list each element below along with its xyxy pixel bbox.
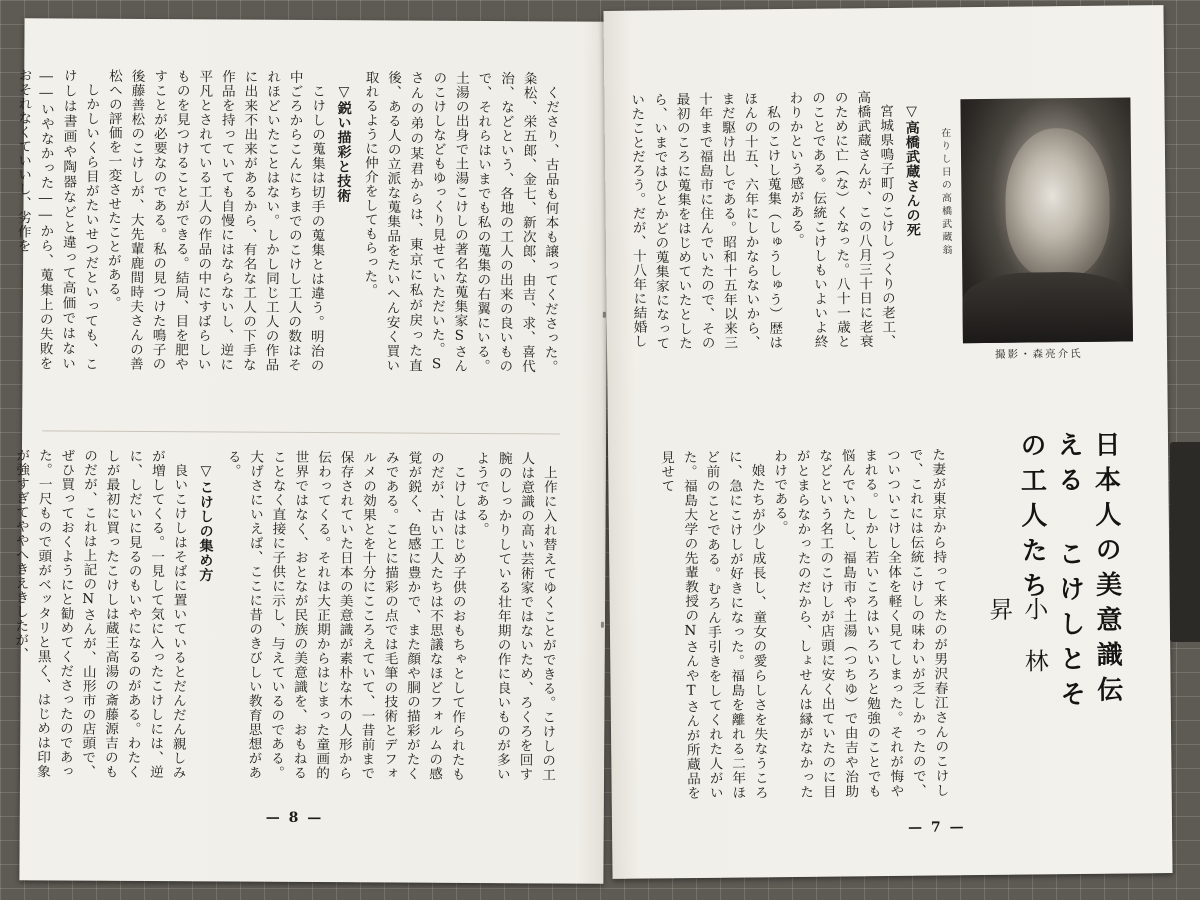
portrait-coat xyxy=(962,271,1133,343)
page-number: — 8 — xyxy=(265,809,324,827)
page-number: — 7 — xyxy=(907,819,966,836)
article-author: 小林 昇 xyxy=(984,596,1049,701)
photo-side-caption: 在りし日の高橋武蔵翁 xyxy=(938,127,952,258)
paragraph: こけしははじめ子供のおもちゃとして作られたものだが、古い工人たちは不思議なほどフォルムの感覚が鋭く、色感に豊かで、また顔や胴の描彩がたくみである。ことに描彩の点では毛筆の技術とデフォルメの効果とを十分にこころえていて、一昔前まで保存されていた日本の美意識が素朴な木の人形から伝わってくる。それは大正期からはじまった童画的世界ではなく、おとなが民族の美意識を、おもねることなく直接に子供に示し、与えているのである。大げさにいえば、ここに昔のきびしい教育思想がある。 xyxy=(224,449,467,781)
paragraph: こけしの蒐集は切手の蒐集とは違う。明治の中ごろからこんにちまでのこけし工人の数はそれほどいたことはない。しかし同じ工人の作品に出来不出来があるから、有名な工人の下手な作品を持っていても自慢にはならないし、逆に平凡とされている工人の作品の中にすばらしいものを見つけることができる。結局、目を肥やすことが必要なのである。私の見つけた鳴子の後藤善松のこけしが、大先輩鹿間時夫さんの善松への評価を一変させたことがある。 xyxy=(104,68,326,373)
binding-staple xyxy=(603,312,606,318)
paragraph: 上作に入れ替えてゆくことができる。こけしの工人は意識の高い芸術家ではないため、ろくろを回す腕のしっかりしている壮年期の作に良いものが多いようである。 xyxy=(472,450,557,782)
left-page-top-column xyxy=(14,68,562,374)
portrait-face xyxy=(1005,128,1111,279)
binding-staple xyxy=(601,622,604,628)
column-divider xyxy=(42,430,560,434)
portrait-photo xyxy=(960,97,1133,343)
section-heading: ▽こけしの集め方 xyxy=(197,463,215,583)
paragraph: 良いこけしはそばに置いているとだんだん親しみが増してくる。一見して気に入ったこけしには、逆に、しだいに見るのもいやになるのがある。わたくしが最初に買ったこけしは蔵王高湯の斎藤源吉のものだが、これは上記のNさんが、山形市の店頭で、ぜひ買っておくようにと勧めてくださったのであった。一尺もので頭がベッタリと黒く、はじめは印象が強すぎてややへきえきしたが、 xyxy=(12,448,188,780)
photo-credit: 撮影・森亮介氏 xyxy=(995,347,1083,361)
article-title: 日本人の美意識伝える こけしとその工人たち xyxy=(1015,430,1123,716)
left-page-bottom-column xyxy=(12,448,560,782)
section-heading: ▽鋭い描彩と技術 xyxy=(335,84,352,204)
right-page-top-column xyxy=(628,90,929,351)
paragraph: た妻が東京から持って来たのが男沢春江さんのこけしで、これには伝統こけしの味わいが乏しかったので、ついついこけし全体を軽く見てしまった。それが悔やまれる。しかし若いころはいろいろと勉強のことでも悩んでいたし、福島市や土湯（つちゆ）で由吉や治助などという名工のこけしが店頭に安く出ていたのに目がとまらなかったのだから、しょせんは縁がなかったわけである。 xyxy=(770,447,949,799)
paragraph: 娘たちが少し成長し、童女の愛らしさを失なうころに、急にこけしが好きになった。福島を離れる二年ほど前のことである。むろん手引きをしてくれた人がいた。福島大学の先輩教授のNさんやTさんが所蔵品を見せて xyxy=(657,449,768,801)
paragraph: 私のこけし蒐集（しゅうしゅう）歴はほんの十五、六年にしかならないから、まだ駆け出しである。昭和十五年以来三十年まで福島市に住んでいたので、その最初のころに蒐集をはじめていたとしたら、いまではひとかどの蒐集家になっていたことだろう。だが、十八年に結婚し xyxy=(628,91,783,351)
paragraph: くださり、古品も何本も譲ってくださった。粂松、栄五郎、金七、新次郎、由吉、求、喜代治、などという、各地の工人の出来の良いもので、それらはいまでも私の蒐集の右翼にいる。土湯の出身で土湯こけしの著名な蒐集家Sさんのこけしなどもゆっくり見せていただいた。Sさんの弟の某君からは、東京に私が戻った直後、ある人の立派な蒐集品をたいへん安く買い取れるように仲介をしてもらった。 xyxy=(361,70,560,374)
page-tab xyxy=(1170,442,1200,642)
paragraph: しかしいくら目がたいせつだといっても、こけしは書画や陶器などと違って高価ではない――いやなかった――から、蒐集上の失敗をおそれなくていいし、劣作を xyxy=(14,68,100,371)
right-page-bottom-column xyxy=(648,447,952,800)
paragraph: 宮城県鳴子町のこけしつくりの老工、高橋武蔵さんが、この八月三十日に老衰のために亡（な）くなった。八十一歳とのことである。伝統こけしもいよいよ終わりかという感がある。 xyxy=(786,90,896,349)
section-heading: ▽高橋武蔵さんの死 xyxy=(903,103,921,238)
right-page xyxy=(603,5,1172,879)
left-page xyxy=(12,18,608,884)
